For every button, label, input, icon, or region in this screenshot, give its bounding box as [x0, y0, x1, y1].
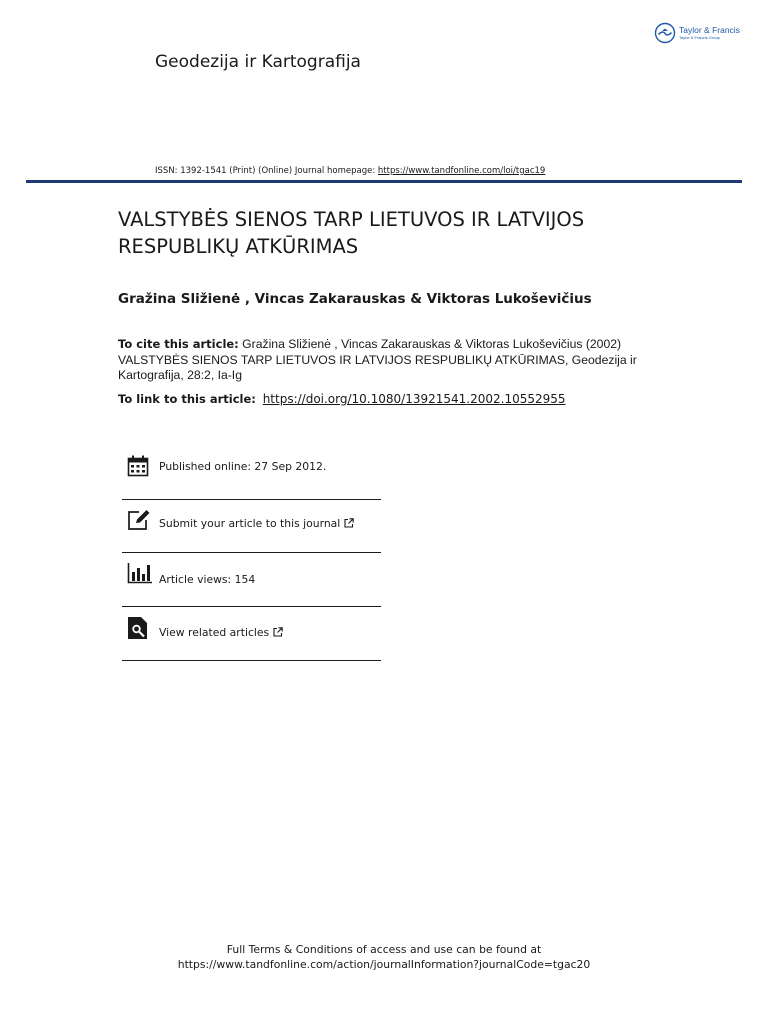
journal-title: Geodezija ir Kartografija	[155, 52, 361, 72]
document-search-icon	[127, 616, 149, 640]
views-row	[122, 553, 381, 607]
issn-text: ISSN: 1392-1541 (Print) (Online) Journal homepage:	[155, 166, 378, 176]
taylor-francis-logo-icon	[654, 22, 676, 44]
article-views: Article views: 154	[159, 573, 256, 586]
citation-label: To cite this article:	[118, 337, 239, 351]
journal-homepage-link[interactable]: https://www.tandfonline.com/loi/tgac19	[377, 166, 546, 176]
doi-line	[118, 392, 566, 406]
publisher-group: Taylor & Francis Group	[679, 34, 720, 40]
external-link-icon	[273, 627, 283, 637]
submit-article-label: Submit your article to this journal	[159, 517, 341, 530]
publisher-name: Taylor & Francis	[679, 25, 740, 36]
related-articles-label: View related articles	[159, 626, 270, 639]
publisher-logo[interactable]	[654, 22, 740, 44]
related-row[interactable]	[122, 607, 381, 661]
footer-terms-url[interactable]: https://www.tandfonline.com/action/journalInformation?journalCode=tgac20	[177, 958, 591, 971]
published-row	[122, 446, 381, 500]
calendar-icon	[127, 455, 149, 477]
article-info-list	[122, 446, 381, 661]
edit-icon	[127, 509, 151, 531]
doi-link[interactable]: https://doi.org/10.1080/13921541.2002.10552955	[262, 392, 566, 406]
submit-article-link[interactable]	[159, 517, 354, 530]
issn-line	[155, 166, 545, 176]
citation-block	[118, 337, 658, 384]
related-articles-link[interactable]	[159, 626, 283, 639]
doi-label: To link to this article:	[118, 392, 256, 406]
terms-footer	[0, 942, 768, 972]
footer-terms-text: Full Terms & Conditions of access and use can be found at	[226, 943, 542, 956]
header-divider	[26, 180, 742, 183]
bar-chart-icon	[127, 562, 153, 584]
published-date: Published online: 27 Sep 2012.	[159, 460, 327, 473]
citation-text: Gražina Sližienė , Vincas Zakarauskas & Viktoras Lukoševičius (2002) VALSTYBĖS SIENOS TARP LIETUVOS IR LATVIJOS RESPUBLIKŲ ATKŪRIMAS, Geodezija ir Kartografija, 28:2, Ia-Ig	[118, 337, 637, 382]
submit-row[interactable]	[122, 500, 381, 553]
external-link-icon	[344, 518, 354, 528]
article-authors: Gražina Sližienė , Vincas Zakarauskas & Viktoras Lukoševičius	[118, 291, 592, 307]
article-title: VALSTYBĖS SIENOS TARP LIETUVOS IR LATVIJOS RESPUBLIKŲ ATKŪRIMAS	[118, 208, 585, 258]
